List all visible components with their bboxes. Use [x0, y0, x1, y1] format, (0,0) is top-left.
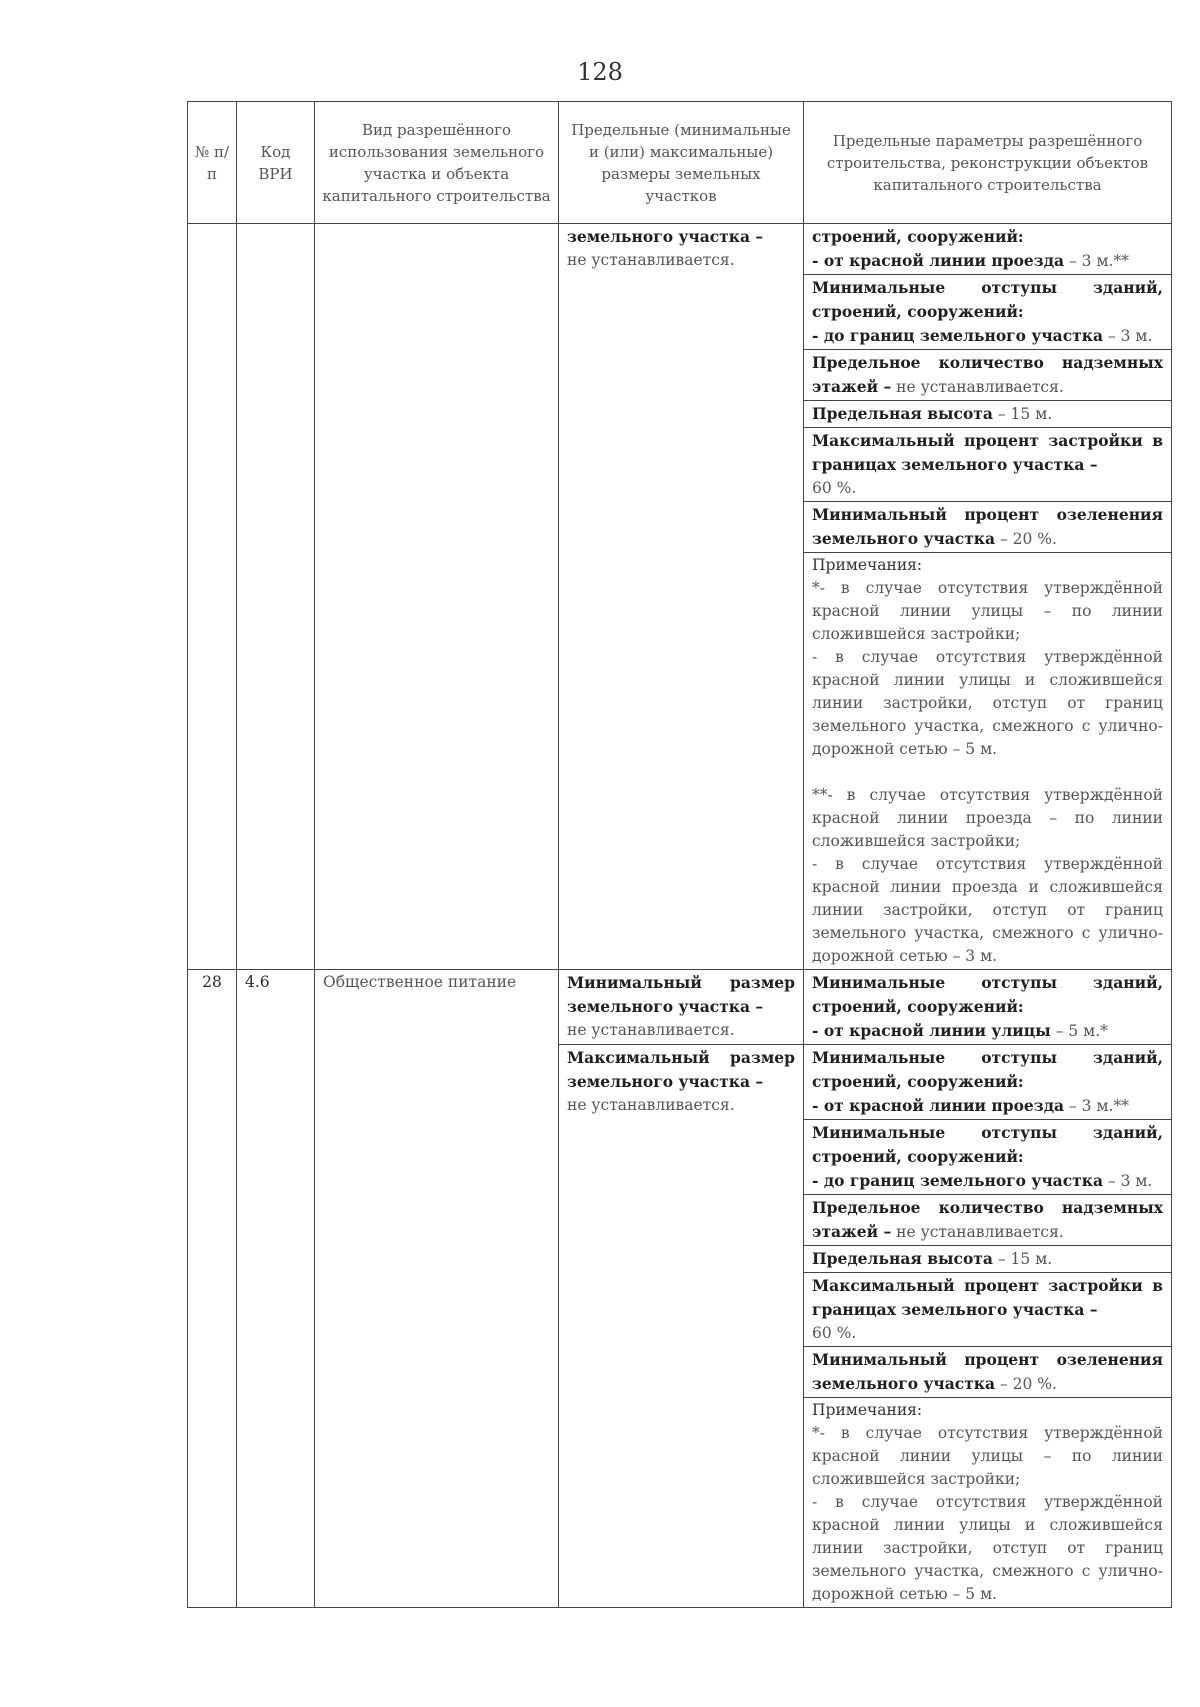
param-greenery: Минимальный процент озеленения земельного участка – 20 %.: [804, 502, 1172, 553]
param-setback-boundary: Минимальные отступы зданий, строений, сооружений: - до границ земельного участка – 3 м.: [804, 1120, 1172, 1195]
table-row: [188, 224, 1172, 275]
param-height: Предельная высота – 15 м.: [804, 401, 1172, 428]
notes-cell: [804, 1398, 1172, 1608]
cell-num: 28: [188, 970, 237, 1608]
note-item: - в случае отсутствия утверждённой красной линии проезда и сложившейся линии застройки, отступ от границ земельного участка, смежного с улично-дорожной сетью – 3 м.: [812, 855, 1163, 965]
notes-title: Примечания:: [812, 1401, 923, 1419]
notes-cell: [804, 553, 1172, 970]
cell-num: [188, 224, 237, 970]
param-setback-boundary: Минимальные отступы зданий, строений, сооружений: - до границ земельного участка – 3 м.: [804, 275, 1172, 350]
param-height: Предельная высота – 15 м.: [804, 1246, 1172, 1273]
param-setback-road: Минимальные отступы зданий, строений, сооружений: - от красной линии проезда – 3 м.**: [804, 1045, 1172, 1120]
notes-title: Примечания:: [812, 556, 923, 574]
size-value: не устанавливается.: [567, 251, 735, 269]
cell-size: [559, 224, 804, 970]
cell-max-size: Максимальный размер земельного участка – не устанавливается.: [559, 1045, 804, 1608]
note-item: - в случае отсутствия утверждённой красной линии улицы и сложившейся линии застройки, отступ от границ земельного участка, смежного с улично-дорожной сетью – 5 м.: [812, 1493, 1163, 1603]
header-num: № п/п: [188, 102, 237, 224]
param-floors: Предельное количество надземных этажей – не устанавливается.: [804, 1195, 1172, 1246]
table-row: [188, 970, 1172, 1045]
note-item: *- в случае отсутствия утверждённой красной линии улицы – по линии сложившейся застройки;: [812, 1424, 1163, 1488]
param-setback-street: Минимальные отступы зданий, строений, сооружений: - от красной линии улицы – 5 м.*: [804, 970, 1172, 1045]
param-coverage: Максимальный процент застройки в границах земельного участка – 60 %.: [804, 428, 1172, 502]
cell-use: [315, 224, 559, 970]
table-header-row: [188, 102, 1172, 224]
param-setback-road: строений, сооружений: - от красной линии проезда – 3 м.**: [804, 224, 1172, 275]
header-params: Предельные параметры разрешённого строительства, реконструкции объектов капитального строительства: [804, 102, 1172, 224]
header-size: Предельные (минимальные и (или) максимальные) размеры земельных участков: [559, 102, 804, 224]
size-label: земельного участка –: [567, 227, 764, 246]
param-coverage: Максимальный процент застройки в границах земельного участка – 60 %.: [804, 1273, 1172, 1347]
param-greenery: Минимальный процент озеленения земельного участка – 20 %.: [804, 1347, 1172, 1398]
page-number: 128: [577, 58, 623, 86]
cell-code: 4.6: [237, 970, 315, 1608]
cell-code: [237, 224, 315, 970]
regulations-table: [187, 101, 1172, 1608]
note-item: *- в случае отсутствия утверждённой красной линии улицы – по линии сложившейся застройки;: [812, 579, 1163, 643]
header-use: Вид разрешённого использования земельного участка и объекта капитального строительства: [315, 102, 559, 224]
note-item: - в случае отсутствия утверждённой красной линии улицы и сложившейся линии застройки, отступ от границ земельного участка, смежного с улично-дорожной сетью – 5 м.: [812, 648, 1163, 758]
param-floors: Предельное количество надземных этажей – не устанавливается.: [804, 350, 1172, 401]
cell-use: Общественное питание: [315, 970, 559, 1608]
note-item: **- в случае отсутствия утверждённой красной линии проезда – по линии сложившейся застройки;: [812, 786, 1163, 850]
cell-min-size: Минимальный размер земельного участка – не устанавливается.: [559, 970, 804, 1045]
header-code: Код ВРИ: [237, 102, 315, 224]
